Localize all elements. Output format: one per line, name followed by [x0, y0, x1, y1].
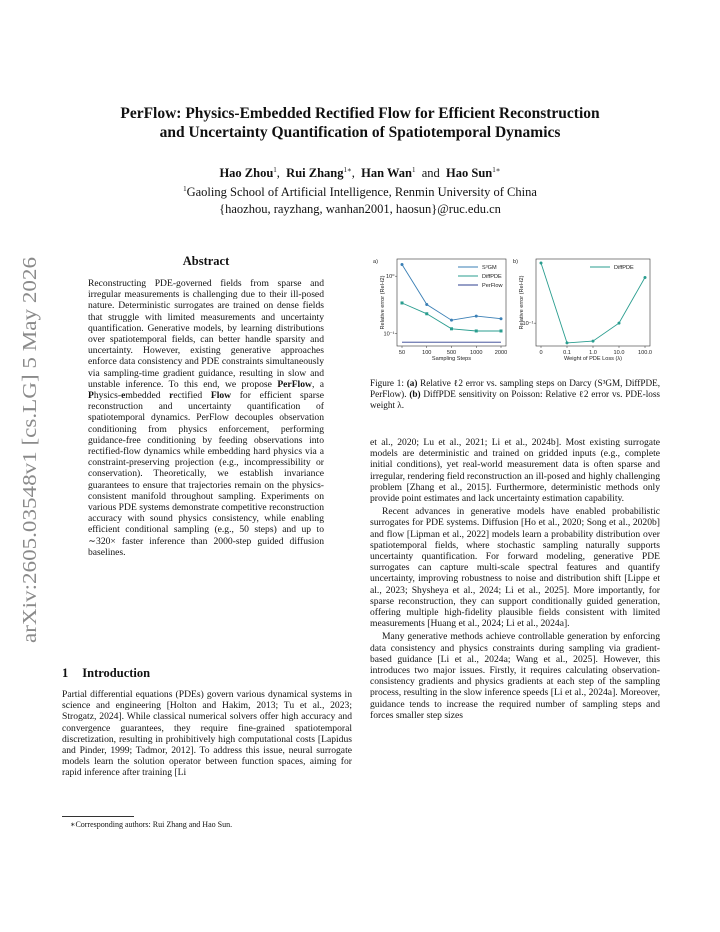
legend-entry: S³GM: [482, 265, 497, 271]
chart-panel-a: [380, 259, 507, 362]
data-point: [500, 329, 503, 332]
arxiv-stamp-text: arXiv:2605.03548v1 [cs.LG] 5 May 2026: [19, 300, 41, 643]
paragraph: Recent advances in generative models have enabled probabilistic surrogates for PDE systems. Diffusion [Ho et al., 2020; Song et al., 2020b] and flow [Lipman et al., 2022] models learn a probability distribution over spatiotemporal fields, where stochastic sampling naturally supports uncertainty quantification. For forward modeling, generative PDE surrogates can capture multi-scale spectral features and quantify uncertainty, improving robustness to noise and distribution shift [Lippe et al., 2023; Shysheya et al., 2024; Li et al., 2025]. More importantly, for sparse reconstruction, they can support conditionally guided generation, offering multiple high-fidelity plausible fields consistent with limited measurements [Huang et al., 2024; Li et al., 2024a].: [370, 506, 660, 630]
data-point: [592, 340, 595, 343]
x-tick-label: 2000: [494, 350, 508, 356]
paragraph: et al., 2020; Lu et al., 2021; Li et al., 2024b]. Most existing surrogate models are deterministic and trained on gridded inputs (e.g., complete initial conditions), yet real-world measurement data is often sparse and irregular, rendering field reconstruction an ill-posed and highly challenging problem [Zhang et al., 2015]. Furthermore, deterministic methods only provide point estimates and lack uncertainty estimation capability.: [370, 437, 660, 505]
section-title: Introduction: [82, 666, 151, 680]
author-name: Hao Sun: [446, 166, 493, 181]
x-tick-label: 100.0: [638, 350, 652, 356]
section-number: 1: [62, 666, 69, 680]
y-tick-label: 10⁰: [386, 274, 395, 281]
data-point: [500, 317, 503, 320]
author-name: Han Wan: [361, 166, 412, 181]
y-tick-label: 10⁻¹: [383, 331, 395, 338]
data-point: [425, 303, 428, 306]
abstract-body: Reconstructing PDE-governed fields from sparse and irregular measurements is challenging due to their ill-posed nature. Deterministic surrogates are trained on dense fields that struggle with limited measurements and uncertainty quantification. Generative models, by learning distributions over spatiotemporal fields, can better handle sparsity and uncertainty. However, existing generative approaches enforce data consistency and PDE constraints simultaneously via sampling-time gradient guidance, resulting in slow and unstable inference. To this end, we propose PerFlow, a Physics-embedded rectified Flow for efficient sparse reconstruction and uncertainty quantification of spatiotemporal dynamics. PerFlow decouples observation conditioning from physics enforcement, performing guidance-free conditioning by feeding observations into rectified-flow dynamics while embedding hard physics via a constraint-preserving projection (e.g., incompressibility or conservation). Theoretically, we establish invariance guarantees to ensure that trajectories remain on the physics-consistent manifold throughout sampling. Experiments on various PDE systems demonstrate competitive reconstruction accuracy with sound physics consistency, while enabling efficient conditional sampling (e.g., 50 steps) and up to ∼320× faster inference than 2000-step guided diffusion baselines.: [88, 278, 325, 558]
paper-title: [60, 104, 660, 142]
author-list: Hao Zhou$^1$, Rui Zhang$^{1∗}$, Han Wan$^1$ and Hao Sun$^{1∗}$: [219, 166, 501, 181]
author-emails: {haozhou, rayzhang, wanhan2001, haosun}@ruc.edu.cn: [219, 202, 501, 216]
panel-b-label: b): [513, 259, 518, 265]
x-tick-label: 1000: [470, 350, 483, 356]
legend-entry: DiffPDE: [482, 274, 502, 280]
author-mark: 1: [411, 166, 416, 174]
legend-entry: PerFlow: [482, 283, 503, 289]
series-line: [541, 263, 645, 343]
footnote-rule: [62, 816, 134, 817]
x-tick-label: 500: [446, 350, 457, 356]
section-heading-introduction: [62, 666, 164, 681]
y-axis-label: Relative error (Rel-ℓ2): [519, 275, 525, 330]
affiliation: $^1$Gaoling School of Artificial Intelligence, Renmin University of China: [183, 185, 537, 200]
author-mark: 1: [273, 166, 277, 174]
x-tick-label: 0: [539, 350, 543, 356]
figure-caption: Figure 1: (a) Relative ℓ2 error vs. sampling steps on Darcy (S³GM, DiffPDE, PerFlow). (b) DiffPDE sensitivity on Poisson: Relative ℓ2 error vs. PDE-loss weight λ.: [370, 378, 661, 410]
figure-1-plots: [370, 254, 660, 366]
data-point: [450, 319, 453, 322]
y-tick-label: 10⁻¹: [522, 321, 534, 328]
paragraph: Many generative methods achieve controllable generation by enforcing data consistency and physics constraints during sampling via gradient-based guidance [Li et al., 2024a; Wang et al., 2025]. However, this introduces two major issues. Firstly, it requires calculating observation-consistency gradients and physics gradients at each step of the sampling process, resulting in the slow inference speeds [Li et al., 2024a]. Moreover, guidance tends to increase the required number of sampling steps and forces smaller step sizes: [370, 631, 660, 721]
series-line: [402, 265, 501, 321]
abstract-heading: Abstract: [182, 254, 230, 268]
author-mark: 1∗: [343, 166, 352, 174]
intro-right-column: [370, 437, 660, 721]
plot-frame: [397, 259, 506, 346]
x-axis-label: Sampling Steps: [431, 356, 472, 362]
data-point: [644, 276, 647, 279]
figure-1: [370, 254, 660, 366]
data-point: [540, 262, 543, 265]
panel-a-label: a): [373, 259, 378, 265]
data-point: [425, 312, 428, 315]
x-tick-label: 10.0: [613, 350, 625, 356]
title-line-1: PerFlow: Physics-Embedded Rectified Flow for Efficient Reconstruction: [120, 105, 600, 122]
x-axis-label: Weight of PDE Loss (λ): [563, 356, 623, 362]
data-point: [475, 329, 478, 332]
data-point: [475, 315, 478, 318]
footnote: ∗Corresponding authors: Rui Zhang and Hao Sun.: [70, 820, 233, 829]
author-and: and: [421, 166, 440, 181]
chart-panel-b: [519, 259, 652, 362]
title-line-2: and Uncertainty Quantification of Spatiotemporal Dynamics: [159, 124, 561, 141]
y-axis-label: Relative error (Rel-ℓ2): [380, 275, 386, 330]
plot-frame: [536, 259, 650, 346]
legend-entry: DiffPDE: [614, 265, 634, 271]
intro-left-paragraph: Partial differential equations (PDEs) govern various dynamical systems in science and engineering [Holton and Hakim, 2013; Tu et al., 2023; Strogatz, 2024]. While classical numerical solvers offer high accuracy and convergence guarantees, they require fine-grained spatiotemporal discretization, resulting in prohibitively high computational costs [Lapidus and Pinder, 1999; Tadmor, 2012]. To address this issue, neural surrogate models learn the solution operator between function spaces, aiming for rapid inference after training [Li: [62, 689, 352, 779]
x-tick-label: 0.1: [563, 350, 571, 356]
data-point: [566, 341, 569, 344]
x-tick-label: 50: [398, 350, 406, 356]
author-name: Hao Zhou: [219, 166, 274, 181]
x-tick-label: 100: [422, 350, 432, 356]
data-point: [618, 322, 621, 325]
method-name: PerFlow: [277, 378, 312, 390]
data-point: [401, 263, 404, 266]
data-point: [401, 301, 404, 304]
affiliation-mark: 1: [183, 185, 187, 193]
x-tick-label: 1.0: [589, 350, 597, 356]
author-mark: 1∗: [492, 166, 501, 174]
data-point: [450, 327, 453, 330]
author-name: Rui Zhang: [286, 166, 344, 181]
arxiv-stamp: [10, 255, 44, 645]
